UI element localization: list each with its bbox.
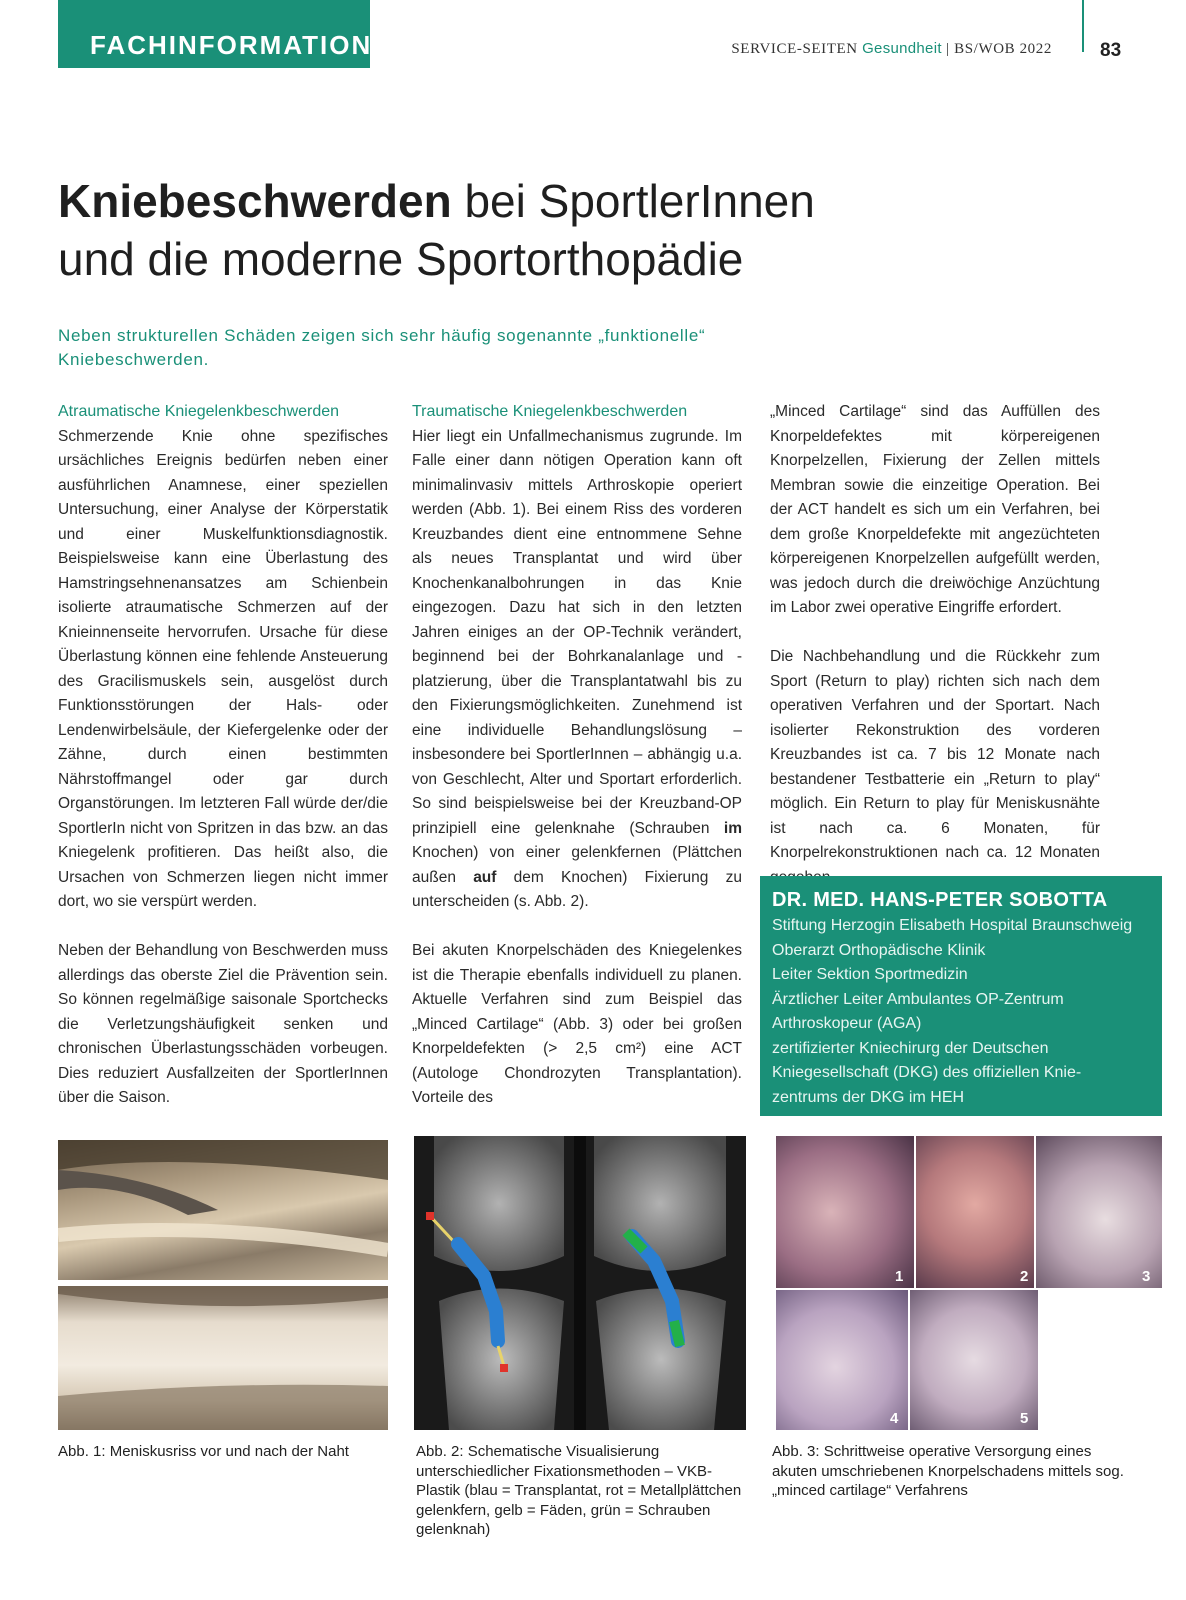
author-box — [760, 876, 1162, 1116]
meniscus-before-image — [58, 1140, 388, 1280]
xray-image — [414, 1136, 746, 1430]
col1-paragraph-1: Schmerzende Knie ohne spezifisches ursächliches Ereignis bedürfen neben einer ausführlichen Anamnese, einer speziellen Untersuchung, einer Analyse der Körperstatik und einer Muskelfunktionsdiagnostik. Beispielsweise kann eine Überlastung des Hamstringsehnenansatzes am Schienbein isolierte atraumatische Schmerzen auf der Knieinnenseite hervorrufen. Ursache für diese Überlastung können eine fehlende Ansteuerung des Gracilismuskels sein, ausgelöst durch Funktionsstörungen der Hals- oder Lendenwirbelsäule, der Kiefergelenke oder der Zähne, durch einen bestimmten Nährstoffmangel oder gar durch Organstörungen. Im letzteren Fall würde der/die SportlerIn nicht von Spritzen in das bzw. an das Kniegelenk profitieren. Das heißt also, die Ursachen von Schmerzen liegen nicht immer dort, wo sie verspürt werden. — [58, 427, 388, 910]
meniscus-after-image — [58, 1286, 388, 1430]
figure3-label-3: 3 — [1142, 1268, 1151, 1285]
col2-paragraph-1 — [412, 425, 742, 915]
lead-paragraph: Neben strukturellen Schäden zeigen sich sehr häufig sogenannte „funktionelle“ Kniebeschwerden. — [58, 326, 706, 369]
figure3-label-2: 2 — [1020, 1268, 1029, 1285]
title-bold: Kniebeschwerden — [58, 175, 452, 227]
col2-p1-b: Knochen) von einer gelenkfernen (Plättchen außen — [412, 844, 742, 886]
col3-paragraph-1: „Minced Cartilage“ sind das Auffüllen des Knorpeldefektes mit körpereigenen Knorpelzellen, Fixierung der Zellen mittels Membran sowie die einzeitige Operation. Bei der ACT handelt es sich um ein Verfahren, bei dem große Knorpeldefekte mit angezüchteten körpereigenen Knorpelzellen aufgefüllt werden, was jedoch durch die dreiwöchige Anzüchtung im Labor zwei operative Eingriffe erfordert. — [770, 403, 1100, 616]
figure-3-caption: Abb. 3: Schrittweise operative Versorgung eines akuten umschriebenen Knorpelschadens mittels sog. „minced cartilage“ Verfahrens — [772, 1443, 1124, 1499]
author-line: Kniegesellschaft (DKG) des offiziellen Knie- — [772, 1064, 1082, 1081]
figure-2-caption: Abb. 2: Schematische Visualisierung unterschiedlicher Fixationsmethoden – VKB-Plastik (blau = Transplantat, rot = Metallplättchen gelenkfern, gelb = Fäden, grün = Schrauben gelenknah) — [416, 1443, 742, 1538]
author-line: Ärztlicher Leiter Ambulantes OP-Zentrum — [772, 990, 1064, 1008]
cartilage-step-5-image — [910, 1290, 1038, 1430]
figure3-label-4: 4 — [890, 1410, 899, 1427]
column-1 — [58, 400, 388, 1111]
meniscus-before-drawing — [58, 1140, 388, 1280]
figure-1-caption: Abb. 1: Meniskusriss vor und nach der Naht — [58, 1443, 349, 1460]
cartilage-step-2-image — [916, 1136, 1034, 1288]
cartilage-step-3-image — [1036, 1136, 1162, 1288]
author-line: zentrums der DKG im HEH — [772, 1088, 965, 1106]
cartilage-step-4-image — [776, 1290, 908, 1430]
author-name: DR. MED. HANS-PETER SOBOTTA — [772, 889, 1108, 911]
author-line: Oberarzt Orthopädische Klinik — [772, 941, 986, 959]
running-topic: Gesundheit — [862, 40, 942, 57]
col2-bold-im: im — [723, 819, 742, 837]
author-line: Arthroskopeur (AGA) — [772, 1015, 922, 1032]
meniscus-after-drawing — [58, 1286, 388, 1430]
cartilage-step-1-image — [776, 1136, 914, 1288]
col1-heading: Atraumatische Kniegelenkbeschwerden — [58, 403, 340, 420]
col2-p1-c: dem Knochen) Fixierung zu unterscheiden (s. Abb. 2). — [412, 868, 742, 910]
col2-paragraph-2: Bei akuten Knorpelschäden des Kniegelenkes ist die Therapie ebenfalls individuell zu planen. Aktuelle Verfahren sind zum Beispiel das „Minced Cartilage“ (Abb. 3) oder bei großen Knorpeldefekten (> 2,5 cm²) eine ACT (Autologe Chondrozyten Transplantation). Vorteile des — [412, 942, 742, 1106]
title-line2: und die moderne Sportorthopädie — [58, 233, 744, 285]
col1-paragraph-2: Neben der Behandlung von Beschwerden muss allerdings das oberste Ziel die Prävention sein. So können regelmäßige saisonale Sportchecks die Verletzungshäufigkeit senken und chronischen Überlastungsschäden vorbeugen. Dies reduziert Ausfallzeiten der SportlerInnen über die Saison. — [58, 942, 388, 1106]
header-divider — [1082, 0, 1084, 52]
title-line1-rest: bei SportlerInnen — [451, 175, 815, 227]
column-2 — [412, 400, 742, 1111]
col2-bold-auf: auf — [473, 868, 497, 886]
column-3 — [770, 400, 1100, 890]
author-line: Leiter Sektion Sportmedizin — [772, 966, 968, 983]
page-number: 83 — [1100, 40, 1122, 61]
col3-paragraph-2: Die Nachbehandlung und die Rückkehr zum Sport (Return to play) richten sich nach dem operativen Verfahren und der Sportart. Nach isolierter Rekonstruktion des vorderen Kreuzbandes ist ca. 7 bis 12 Monate nach bestandener Testbatterie ein „Return to play“ möglich. Ein Return to play für Meniskusnähte ist nach ca. 6 Monaten, für Knorpelrekonstruktionen nach ca. 12 Monaten — [770, 648, 1100, 861]
author-line: zertifizierter Kniechirurg der Deutschen — [772, 1039, 1049, 1057]
running-suffix: | BS/WOB 2022 — [946, 41, 1052, 57]
running-prefix: SERVICE-SEITEN — [731, 41, 858, 57]
col2-heading: Traumatische Kniegelenkbeschwerden — [412, 403, 688, 420]
section-tag: FACHINFORMATION — [58, 0, 370, 68]
author-line: Stiftung Herzogin Elisabeth Hospital Braunschweig — [772, 917, 1133, 934]
figure3-label-1: 1 — [895, 1268, 904, 1285]
col2-p1-a: Hier liegt ein Unfallmechanismus zugrunde. Im Falle einer dann nötigen Operation kann oft minimalinvasiv mittels Arthroskopie operiert werden (Abb. 1). Bei einem Riss des vorderen Kreuzbandes dient eine entnommene Sehne als neues Transplantat und wird über Knochenkanalbohrungen in das Knie eingezogen. Dazu hat sich in den letzten Jahren einiges an der OP-Technik verändert, beginnend bei der Bohrkanalanlage und -platzierung, über die Transplantatwahl bis zu den Fixierungsmöglichkeiten. Zunehmend ist eine individuelle Behandlungslösung – insbesondere bei SportlerInnen – abhängig u.a. von Geschlecht, Alter und Sportart erforderlich. So sind beispielsweise bei der Kreuzband-OP prinzipiell eine gelenknahe (Schrauben — [412, 427, 742, 837]
running-header — [731, 40, 1052, 58]
article-title — [58, 172, 1058, 288]
figure3-label-5: 5 — [1020, 1410, 1029, 1427]
xray-drawing — [414, 1136, 746, 1430]
